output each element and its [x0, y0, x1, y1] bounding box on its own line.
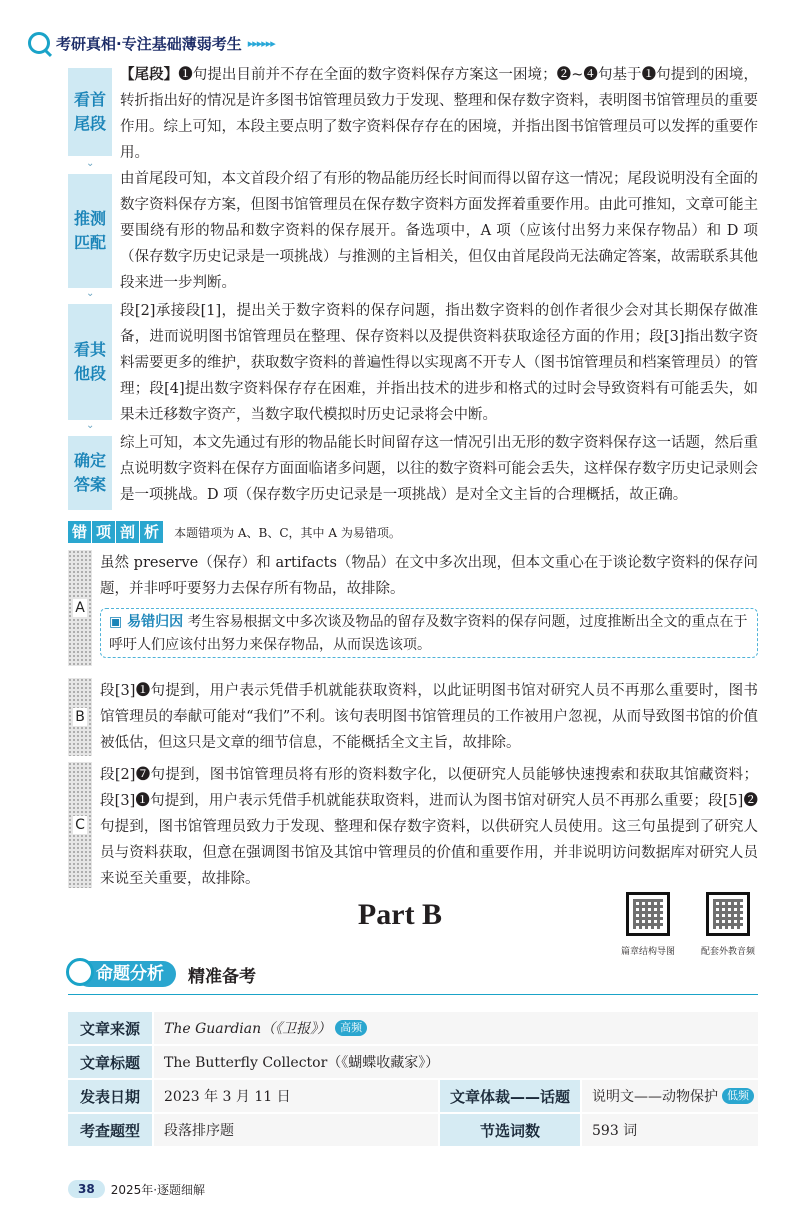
option-text: 段[2]❼句提到，图书馆管理员将有形的资料数字化，以便研究人员能够快速搜索和获取其馆藏资料；段[3]❶句提到，用户表示凭借手机就能获取资料，进而认为图书馆对研究人员不再那么重要；段[5]❷句提到，图书馆管理员致力于发现、整理和保存数字资料，以供研究人员使用。这三句虽提到了研究人员与资料获取，但意在强调图书馆及其馆中管理员的价值和重要作用，并非说明访问数据库对研究人员来说至关重要，故排除。: [100, 767, 758, 887]
table-row: 发表日期 2023 年 3 月 11 日 文章体裁——话题 说明文——动物保护 低频: [68, 1080, 758, 1112]
error-cause-title: ▣ 易错归因: [109, 614, 184, 630]
part-title: Part B: [357, 898, 443, 931]
section-text: 综上可知，本文先通过有形的物品能长时间留存这一情况引出无形的数字资料保存这一话题，然后重点说明数字资料在保存方面面临诸多问题，以往的数字资料可能会丢失，这样保存数字历史记录则会是一项挑战。D 项（保存数字历史记录是一项挑战）是对全文主旨的合理概括，故正确。: [120, 435, 758, 503]
wrong-options-header: 错 项 剖 析 本题错项为 A、B、C，其中 A 为易错项。: [68, 520, 401, 544]
option-label: A: [68, 550, 92, 666]
section-infer-match: [68, 166, 758, 299]
qr-code-structure[interactable]: [626, 892, 670, 936]
section-confirm-answer: [68, 430, 758, 510]
page-footer: [68, 1178, 205, 1200]
frequency-badge: 低频: [722, 1088, 754, 1104]
option-label: C: [68, 762, 92, 888]
section-tag: 推测 匹配: [68, 174, 112, 288]
option-label: B: [68, 678, 92, 756]
chevron-down-icon: ⌄: [86, 158, 95, 169]
section-text: 段[2]承接段[1]，提出关于数字资料的保存问题，指出数字资料的创作者很少会对其长期保存做准备，进而说明图书馆管理员在整理、保存资料以及提供资料获取途径方面的作用；段[3]指出数字资料需要更多的维护，获取数字资料的普遍性得以实现离不开专人（图书馆管理员和档案管理员）的管理；段[4]提出数字资料保存存在困难，并指出技术的进步和格式的过时会导致资料有可能丢失，如果未迁移数字资产，当数字取代模拟时历史记录将会中断。: [120, 303, 758, 423]
qr-caption-audio: 配套外教音频: [700, 947, 755, 957]
table-row: 文章标题 The Butterfly Collector（《蝴蝶收藏家》）: [68, 1046, 758, 1078]
section-look-ends: [68, 62, 758, 169]
error-cause-box: ▣ 易错归因 考生容易根据文中多次谈及物品的留存及数字资料的保存问题，过度推断出全文的重点在于呼吁人们应该付出努力来保存物品，从而误选该项。: [100, 608, 758, 658]
option-text: 段[3]❶句提到，用户表示凭借手机就能获取资料，以此证明图书馆对研究人员不再那么重要时，图书馆管理员的奉献可能对“我们”不利。该句表明图书馆管理员的工作被用户忽视，从而导致图书馆的价值被低估，但这只是文章的细节信息，不能概括全文主旨，故排除。: [100, 683, 758, 751]
analysis-title: 命题分析: [76, 961, 176, 987]
option-a: [68, 550, 758, 666]
qr-code-audio[interactable]: [706, 892, 750, 936]
option-text: 虽然 preserve（保存）和 artifacts（物品）在文中多次出现，但本文重心在于谈论数字资料的保存问题，并非呼吁要努力去保存所有物品，故排除。: [100, 555, 758, 597]
search-logo-icon: [28, 32, 50, 54]
arrows-icon: ▸▸▸▸▸▸: [247, 36, 275, 50]
wrong-options-note: 本题错项为 A、B、C，其中 A 为易错项。: [174, 525, 401, 540]
table-row: 考查题型 段落排序题 节选词数 593 词: [68, 1114, 758, 1146]
section-text: 由首尾段可知，本文首段介绍了有形的物品能历经长时间而得以留存这一情况；尾段说明没有全面的数字资料保存方案，但图书馆管理员在保存数字资料方面发挥着重要作用。由此可推知，文章可能主要围绕有形的物品和数字资料的保存展开。备选项中，A 项（应该付出努力来保存物品）和 D 项（保存数字历史记录是一项挑战）与推测的主旨相关，但仅由首尾段尚无法确定答案，故需联系其他段来进一步判断。: [120, 171, 758, 291]
qr-caption-structure: 篇章结构导图: [620, 947, 675, 957]
section-tag: 看首 尾段: [68, 68, 112, 156]
page-header: [28, 28, 275, 58]
divider: [68, 994, 758, 995]
analysis-header: [76, 960, 256, 988]
chevron-down-icon: ⌄: [86, 420, 95, 431]
section-tag: 看其 他段: [68, 304, 112, 420]
section-text: 【尾段】❶句提出目前并不存在全面的数字资料保存方案这一困境；❷~❹句基于❶句提到的困境，转折指出好的情况是许多图书馆管理员致力于发现、整理和保存数字资料，表明图书馆管理员的重要作用。综上可知，本段主要点明了数字资料保存存在的困境，并指出图书馆管理员可以发挥的重要作用。: [120, 66, 758, 161]
header-title: 考研真相·专注基础薄弱考生: [56, 34, 242, 53]
section-tag: 确定 答案: [68, 436, 112, 510]
chevron-down-icon: ⌄: [86, 288, 95, 299]
search-icon: [66, 958, 94, 986]
section-other-paragraphs: [68, 298, 758, 431]
page-number: 38: [68, 1180, 105, 1198]
analysis-subtitle: 精准备考: [188, 966, 256, 987]
option-b: [68, 678, 758, 756]
footer-text: 2025年·逐题细解: [110, 1182, 206, 1197]
table-row: 文章来源 The Guardian（《卫报》） 高频: [68, 1012, 758, 1044]
frequency-badge: 高频: [335, 1020, 367, 1036]
option-c: [68, 762, 758, 888]
